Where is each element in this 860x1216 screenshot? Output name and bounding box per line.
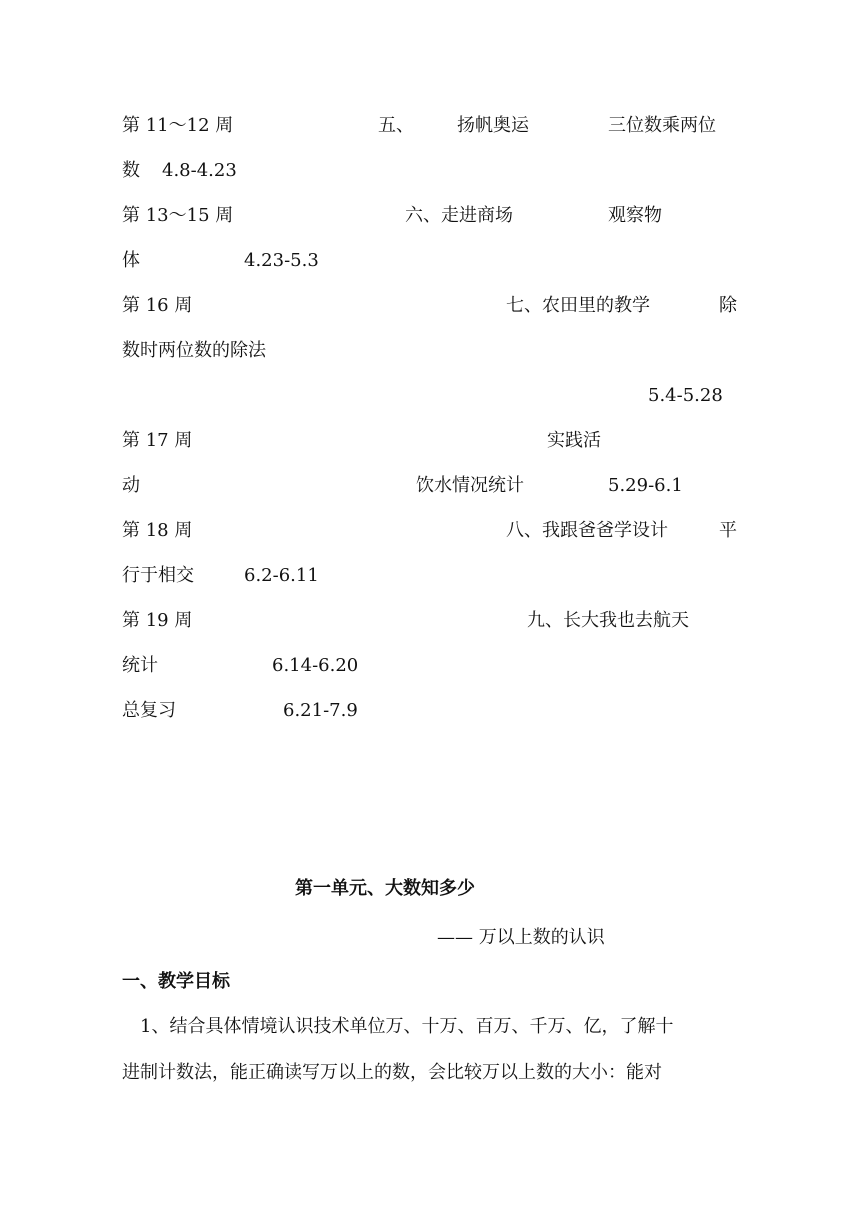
teaching-goal-paragraph-line1: 1、结合具体情境认识技术单位万、十万、百万、千万、亿，了解十 — [140, 1016, 674, 1037]
unit-six-content: 观察物 — [608, 205, 662, 226]
week-11-12: 第 11～12 周 — [122, 115, 234, 136]
unit-six-content-cont: 体 — [122, 250, 140, 271]
unit-nine-title: 九、长大我也去航天 — [527, 610, 689, 631]
unit-six-dates: 4.23-5.3 — [244, 250, 319, 271]
week-13-15: 第 13～15 周 — [122, 205, 234, 226]
review-dates: 6.21-7.9 — [283, 700, 358, 721]
unit-eight-dates: 6.2-6.11 — [244, 565, 319, 586]
unit-seven-content: 除 — [719, 295, 737, 316]
unit-five-number: 五、 — [378, 115, 414, 136]
teaching-goal-paragraph-line2: 进制计数法，能正确读写万以上的数，会比较万以上数的大小：能对 — [122, 1062, 662, 1083]
unit-five-title: 扬帆奥运 — [457, 115, 529, 136]
unit-one-title: 第一单元、大数知多少 — [295, 878, 475, 899]
unit-seven-content-cont: 数时两位数的除法 — [122, 340, 266, 361]
week-19: 第 19 周 — [122, 610, 193, 631]
practice-activity-title-cont: 动 — [122, 475, 140, 496]
unit-five-content-cont: 数 — [122, 160, 140, 181]
unit-eight-content: 平 — [719, 520, 737, 541]
unit-eight-title: 八、我跟爸爸学设计 — [506, 520, 668, 541]
practice-activity-content: 饮水情况统计 — [416, 475, 524, 496]
week-17: 第 17 周 — [122, 430, 193, 451]
unit-five-content: 三位数乘两位 — [608, 115, 716, 136]
unit-seven-title: 七、农田里的教学 — [506, 295, 650, 316]
unit-nine-content: 统计 — [122, 655, 158, 676]
unit-eight-content-cont: 行于相交 — [122, 565, 194, 586]
unit-six-title: 六、走进商场 — [405, 205, 513, 226]
teaching-goals-heading: 一、教学目标 — [122, 971, 230, 992]
practice-activity-dates: 5.29-6.1 — [608, 475, 683, 496]
review-label: 总复习 — [122, 700, 176, 721]
unit-nine-dates: 6.14-6.20 — [272, 655, 359, 676]
week-18: 第 18 周 — [122, 520, 193, 541]
practice-activity-title: 实践活 — [547, 430, 601, 451]
unit-five-dates: 4.8-4.23 — [162, 160, 237, 181]
week-16: 第 16 周 — [122, 295, 193, 316]
unit-seven-dates: 5.4-5.28 — [648, 385, 723, 406]
unit-one-subtitle: —— 万以上数的认识 — [437, 927, 605, 948]
